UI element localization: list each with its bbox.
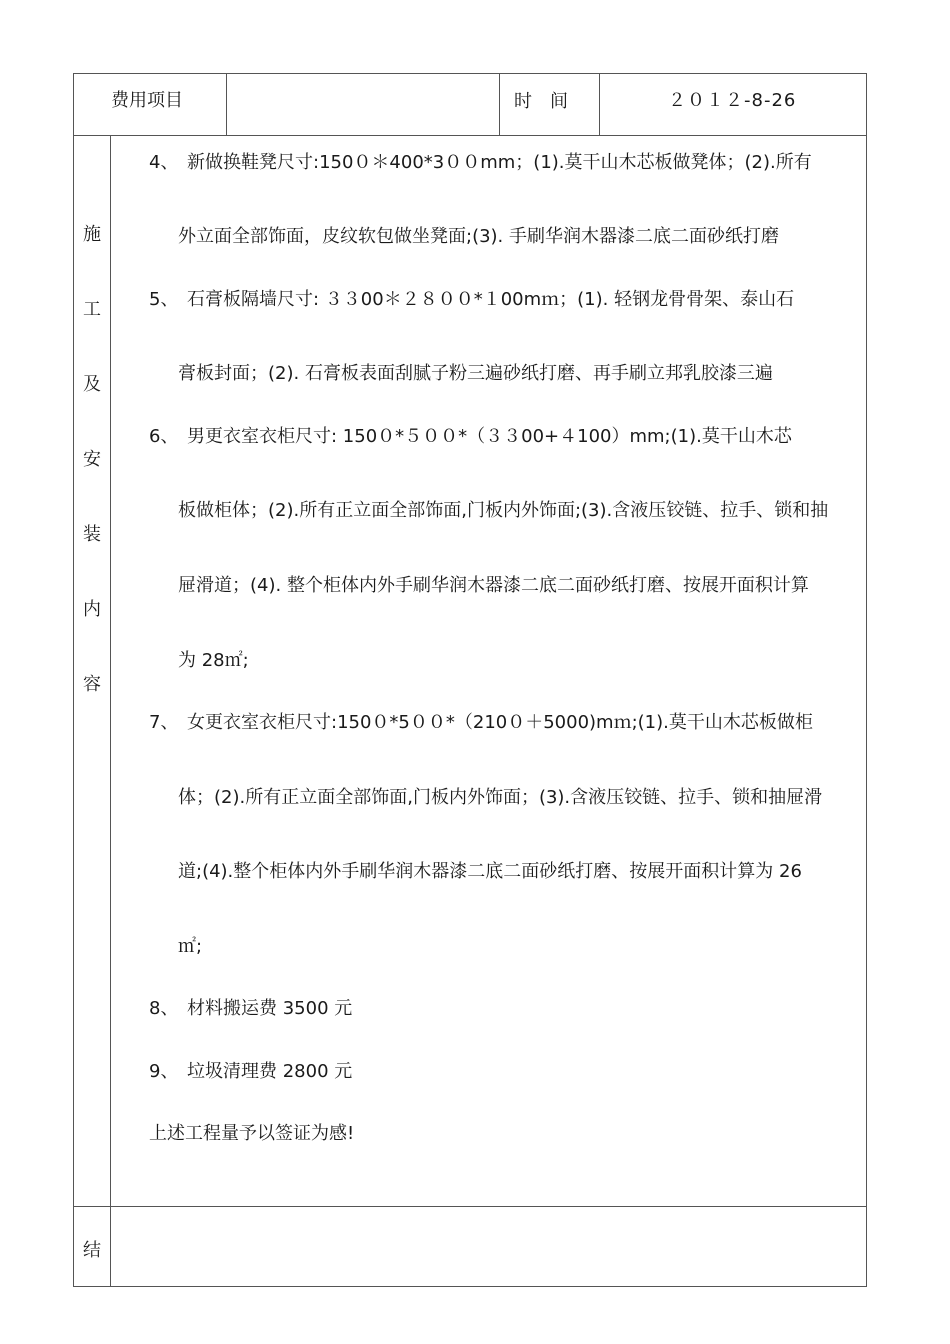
item-number: 5、 xyxy=(149,289,179,310)
side-label-char: 工 xyxy=(83,299,101,320)
item-number: 7、 xyxy=(149,712,179,733)
header-divider xyxy=(74,135,866,136)
item-line: 道;(4).整个柜体内外手刷华润木器漆二底二面砂纸打磨、按展开面积计算为 26 xyxy=(178,861,802,882)
side-label-char: 装 xyxy=(83,524,101,545)
form-table xyxy=(73,73,867,1287)
item-line: 材料搬运费 3500 元 xyxy=(187,998,353,1019)
cost-item-label: 费用项目 xyxy=(111,90,183,111)
item-line: 为 28㎡; xyxy=(178,650,249,671)
header-col-line-2 xyxy=(499,74,500,135)
item-line: 外立面全部饰面，皮纹软包做坐凳面;(3). 手刷华润木器漆二底二面砂纸打磨 xyxy=(178,226,780,247)
item-line: 男更衣室衣柜尺寸: 150０*５００*（３３00+４100）mm;(1).莫干山木芯 xyxy=(187,426,792,447)
item-number: 9、 xyxy=(149,1061,179,1082)
item-line: 新做换鞋凳尺寸:150０＊400*3００mm；(1).莫干山木芯板做凳体；(2).所有 xyxy=(187,152,812,173)
side-label-char: 安 xyxy=(83,449,101,470)
item-number: 6、 xyxy=(149,426,179,447)
side-col-line xyxy=(110,135,111,1287)
item-line: 屉滑道；(4). 整个柜体内外手刷华润木器漆二底二面砂纸打磨、按展开面积计算 xyxy=(178,575,809,596)
time-label: 时 间 xyxy=(514,91,568,112)
item-number: 8、 xyxy=(149,998,179,1019)
content-divider xyxy=(74,1206,866,1207)
footer-label: 结 xyxy=(83,1240,101,1261)
item-line: 女更衣室衣柜尺寸:150０*5００*（210０＋5000)mｍ;(1).莫干山木芯板做柜 xyxy=(187,712,813,733)
side-label-char: 施 xyxy=(83,224,101,245)
date-value: ２０１２-8-26 xyxy=(668,90,797,111)
item-number: 4、 xyxy=(149,152,179,173)
item-line: 石膏板隔墙尺寸: ３３00＊２８００*１00mｍ；(1). 轻钢龙骨骨架、泰山石 xyxy=(187,289,795,310)
item-line: 体；(2).所有正立面全部饰面,门板内外饰面；(3).含液压铰链、拉手、锁和抽屉滑 xyxy=(178,787,823,808)
item-line: 板做柜体；(2).所有正立面全部饰面,门板内外饰面;(3).含液压铰链、拉手、锁和抽 xyxy=(178,500,829,521)
item-line: 垃圾清理费 2800 元 xyxy=(187,1061,353,1082)
header-col-line-1 xyxy=(226,74,227,135)
side-label-char: 内 xyxy=(83,599,101,620)
closing-statement: 上述工程量予以签证为感! xyxy=(149,1123,355,1144)
side-label-char: 容 xyxy=(83,674,101,695)
item-line: 膏板封面；(2). 石膏板表面刮腻子粉三遍砂纸打磨、再手刷立邦乳胶漆三遍 xyxy=(178,363,773,384)
side-label-char: 及 xyxy=(83,374,101,395)
header-col-line-3 xyxy=(599,74,600,135)
item-line: ㎡; xyxy=(178,936,203,957)
